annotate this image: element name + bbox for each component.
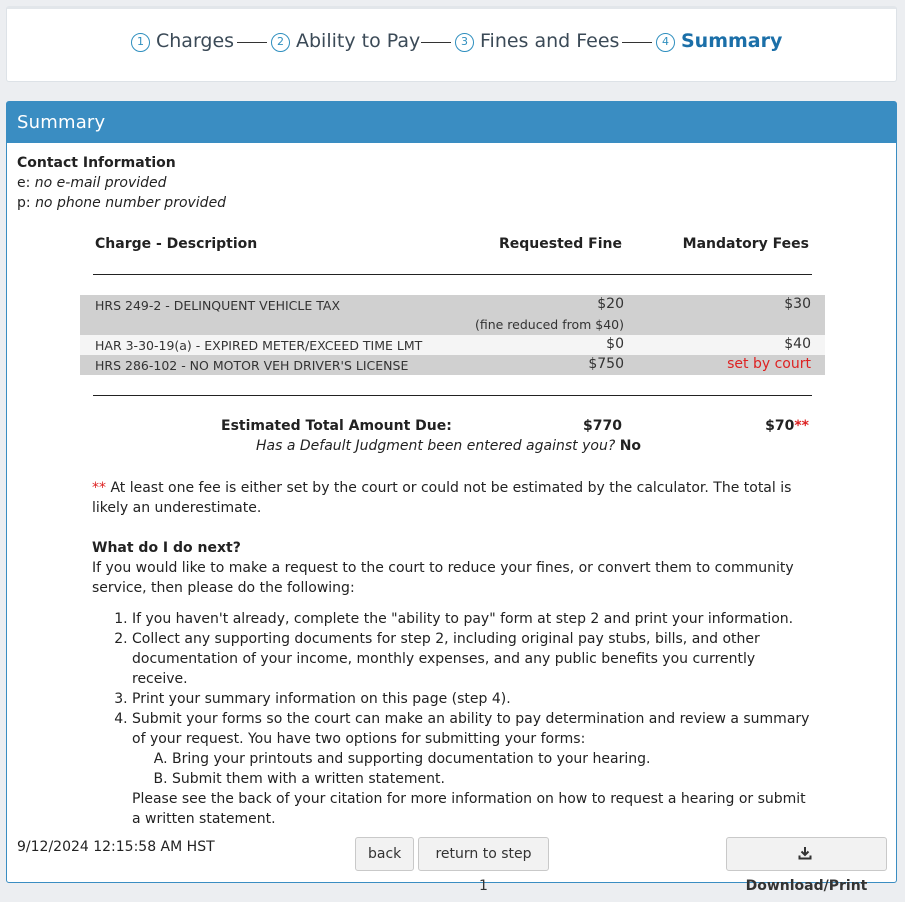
step-number: 3	[455, 33, 474, 52]
total-label: Estimated Total Amount Due:	[221, 418, 452, 434]
step-label: Summary	[681, 30, 783, 52]
next-steps-heading: What do I do next?	[92, 540, 241, 556]
step-number: 2	[271, 33, 290, 52]
charge-fee: $40	[784, 336, 811, 352]
step-charges[interactable]	[131, 30, 234, 52]
email-prefix: e:	[17, 175, 35, 191]
step-label: Charges	[156, 30, 235, 52]
step-connector	[622, 42, 652, 43]
panel-title: Summary	[7, 102, 896, 143]
list-item: A. Bring your printouts and supporting documentation to your hearing.	[172, 749, 812, 769]
next-steps-list	[92, 609, 812, 829]
column-header-fees: Mandatory Fees	[682, 236, 809, 252]
charge-description: HRS 249-2 - DELINQUENT VEHICLE TAX	[95, 298, 341, 313]
total-fees-value: $70	[765, 418, 795, 434]
step-number: 1	[131, 33, 150, 52]
next-steps-intro: If you would like to make a request to the court to reduce your fines, or convert them to community service, then please do the following:	[92, 560, 794, 596]
step-connector	[237, 42, 267, 43]
column-header-fine: Requested Fine	[499, 236, 622, 252]
fine-note: (fine reduced from $40)	[474, 317, 624, 332]
contact-phone	[17, 195, 226, 211]
table-row	[80, 295, 825, 335]
default-judgment	[256, 438, 641, 454]
step-label: Ability to Pay	[296, 30, 421, 52]
footnote-text: At least one fee is either set by the court or could not be estimated by the calculator. The total is likely an underestimate.	[92, 480, 792, 516]
list-item: 2. Collect any supporting documents for step 2, including original pay stubs, bills, and other documentation of your income, monthly expenses, and any public benefits you currently receive.	[132, 629, 812, 689]
charge-fine: $750	[588, 356, 624, 372]
download-print-button[interactable]	[726, 837, 887, 894]
back-button[interactable]: back	[355, 837, 414, 871]
column-header-description: Charge - Description	[95, 236, 258, 252]
contact-email	[17, 175, 167, 191]
list-item: B. Submit them with a written statement.	[172, 769, 812, 789]
list-item-text: Submit your forms so the court can make an ability to pay determination and review a summary of your request. You have two options for submitting your forms:	[132, 711, 810, 747]
summary-panel	[6, 101, 897, 894]
contact-heading: Contact Information	[17, 155, 176, 171]
charge-description: HAR 3-30-19(a) - EXPIRED METER/EXCEED TIME LMT	[95, 338, 423, 353]
timestamp: 9/12/2024 12:15:58 AM HST	[17, 839, 215, 855]
list-item	[132, 709, 812, 829]
step-ability-to-pay[interactable]	[271, 30, 420, 52]
charge-fee: set by court	[727, 356, 811, 372]
progress-stepper	[6, 6, 897, 82]
submit-options-list	[132, 749, 812, 789]
default-question: Has a Default Judgment been entered against you?	[256, 438, 616, 454]
download-icon	[798, 846, 812, 860]
table-divider	[93, 395, 812, 396]
total-fine: $770	[583, 418, 622, 434]
step-number: 4	[656, 33, 675, 52]
charge-description: HRS 286-102 - NO MOTOR VEH DRIVER'S LICENSE	[95, 358, 409, 373]
footnote	[92, 478, 812, 518]
total-fees	[765, 418, 809, 434]
list-item: 3. Print your summary information on this page (step 4).	[132, 689, 812, 709]
return-to-step-1-button[interactable]: return to step 1	[418, 837, 549, 871]
list-item: 1. If you haven't already, complete the "ability to pay" form at step 2 and print your information.	[132, 609, 812, 629]
email-value: no e-mail provided	[34, 175, 167, 191]
table-row	[80, 335, 825, 355]
table-divider	[93, 274, 812, 275]
download-label: Download/Print	[745, 878, 868, 894]
phone-value: no phone number provided	[35, 195, 227, 211]
total-fees-marker: **	[794, 418, 809, 434]
phone-prefix: p:	[17, 195, 36, 211]
step-fines-and-fees[interactable]	[455, 30, 619, 52]
step-connector	[421, 42, 451, 43]
charge-fine: $20	[597, 296, 624, 312]
charge-fee: $30	[784, 296, 811, 312]
footnote-marker: **	[92, 480, 106, 496]
closing-note: Please see the back of your citation for more information on how to request a hearing or submit a written statement.	[132, 791, 806, 827]
table-row	[80, 355, 825, 375]
charge-fine: $0	[606, 336, 624, 352]
step-label: Fines and Fees	[480, 30, 620, 52]
step-summary[interactable]	[656, 30, 782, 52]
default-answer: No	[619, 438, 642, 454]
